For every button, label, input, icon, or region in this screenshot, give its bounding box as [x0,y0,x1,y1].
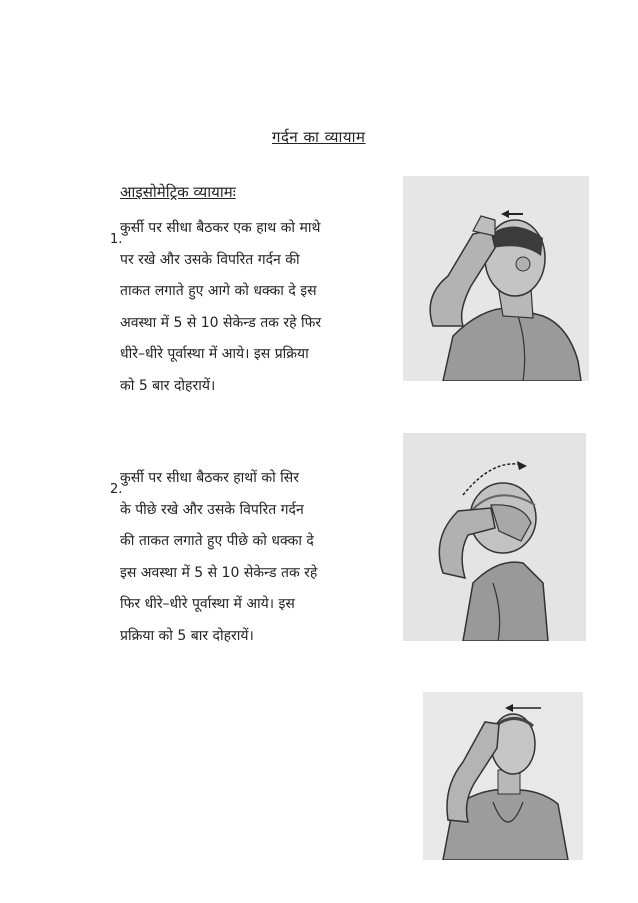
item-1-text [120,213,321,402]
item-1-number: 1. [110,232,123,247]
text-line: ताकत लगाते हुए आगे को धक्का दे इस [120,283,317,299]
exercise-illustration-1 [403,176,589,381]
section-heading: आइसोमेट्रिक व्यायामः [120,183,236,201]
text-line: पर रखे और उसके विपरित गर्दन की [120,251,300,268]
page-title: गर्दन का व्यायाम [272,128,366,146]
text-line: फिर धीरे–धीरे पूर्वास्था में आये। इस [120,596,295,612]
text-line: धीरे–धीरे पूर्वास्था में आये। इस प्रक्रिया [120,346,309,362]
item-2-number: 2. [110,482,123,497]
text-line: को 5 बार दोहरायें। [120,377,216,394]
forehead-press-illustration [403,176,589,381]
text-line: इस अवस्था में 5 से 10 सेकेन्ड तक रहे [120,564,318,581]
text-line: की ताकत लगाते हुए पीछे को धक्का दे [120,533,314,549]
text-line: अवस्था में 5 से 10 सेकेन्ड तक रहे फिर [120,314,322,331]
side-press-illustration [423,692,583,860]
text-line: के पीछे रखे और उसके विपरित गर्दन [120,501,304,518]
item-2-text [120,463,317,652]
text-line: कुर्सी पर सीधा बैठकर एक हाथ को माथे [120,220,321,236]
head-back-press-illustration [403,433,586,641]
exercise-illustration-2 [403,433,586,641]
text-line: कुर्सी पर सीधा बैठकर हाथों को सिर [120,470,299,486]
text-line: प्रक्रिया को 5 बार दोहरायें। [120,627,254,644]
exercise-illustration-3 [423,692,583,860]
